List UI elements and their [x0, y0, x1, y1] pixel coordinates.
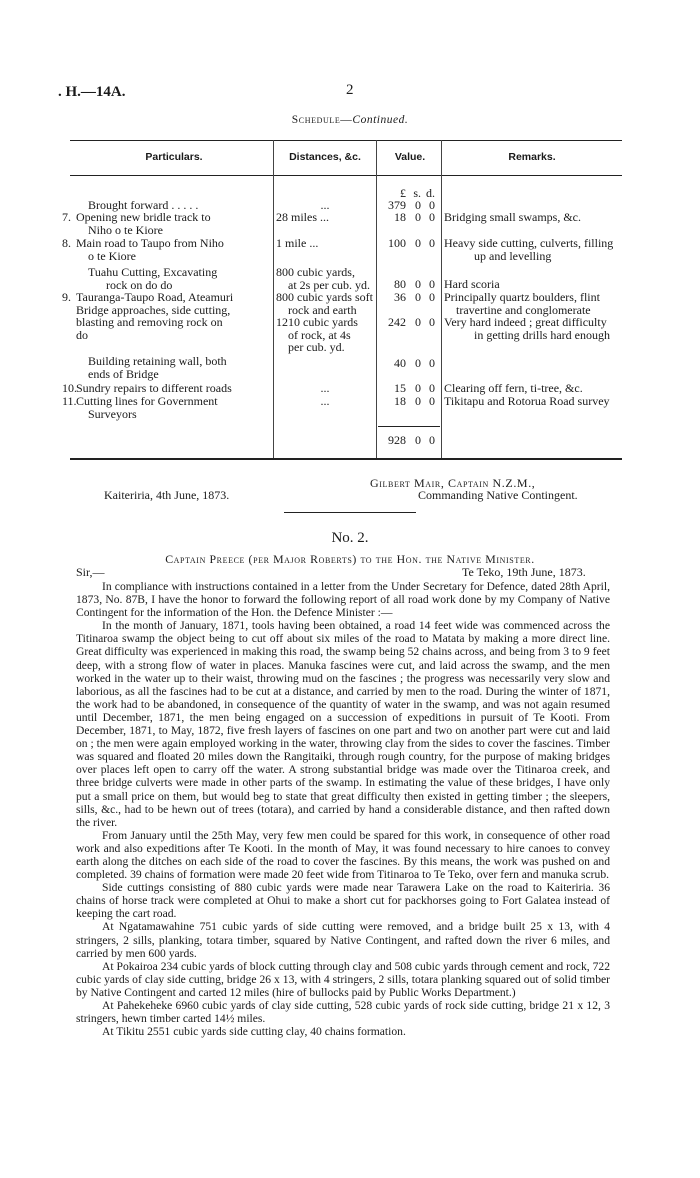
value-cell: 18 0 0: [394, 210, 435, 224]
distance-cell: 1 mile ...: [276, 236, 319, 250]
currency-units: £ s. d.: [400, 186, 435, 200]
table-row-9: 9. Tauranga-Taupo Road, Ateamuri Bridge approaches, side cutting, blasting and removing rock on do: [62, 290, 234, 342]
col-divider-2: [376, 140, 377, 458]
remarks-cell: Bridging small swamps, &c.: [444, 210, 581, 224]
distance-cell: 800 cubic yards, at 2s per cub. yd.: [276, 265, 370, 292]
col-header-remarks: Remarks.: [508, 151, 556, 163]
value-cell: 80 0 0: [394, 277, 435, 291]
col-header-particulars: Particulars.: [145, 151, 203, 163]
table-row-11: 11.Cutting lines for Government Surveyors: [62, 394, 218, 421]
salutation: Sir,—: [76, 565, 105, 579]
document-reference: . H.—14A.: [58, 84, 126, 100]
table-row-retaining-wall: Building retaining wall, both ends of Bridge: [88, 354, 227, 381]
value-cell: 40 0 0: [394, 356, 435, 370]
distance-cell: 800 cubic yards soft rock and earth 1210 cubic yards of rock, at 4s per cub. yd.: [276, 290, 373, 354]
value-cell: 36 0 0: [394, 290, 435, 304]
col-divider-1: [273, 140, 274, 458]
remarks-cell: Clearing off fern, ti-tree, &c.: [444, 381, 583, 395]
section-divider: [284, 512, 416, 513]
table-row-tuahu: Tuahu Cutting, Excavating rock on do do: [88, 265, 218, 292]
letter-body: [76, 580, 610, 1038]
distance-cell: ...: [320, 198, 330, 212]
table-row-8: 8. Main road to Taupo from Niho o te Kiore: [62, 236, 224, 263]
schedule-title: Schedule—Continued.: [291, 114, 409, 126]
table-row-brought-forward: Brought forward . . . . .: [88, 198, 199, 212]
value-cell: 242 0 0: [388, 315, 435, 329]
letter-number: No. 2.: [331, 530, 369, 546]
col-header-value: Value.: [394, 151, 426, 163]
remarks-cell: Principally quartz boulders, flint travertine and conglomerate: [444, 290, 600, 317]
distance-cell: ...: [320, 381, 330, 395]
letter-place-date: Te Teko, 19th June, 1873.: [462, 565, 586, 579]
col-header-distances: Distances, &c.: [289, 151, 361, 163]
signature-name: Gilbert Mair, Captain N.Z.M.,: [370, 476, 536, 490]
remarks-cell: Hard scoria: [444, 277, 500, 291]
total-value: 928 0 0: [388, 433, 435, 447]
table-row-10: 10.Sundry repairs to different roads: [62, 381, 232, 395]
distance-cell: 28 miles ...: [276, 210, 329, 224]
table-header-rule: [70, 175, 622, 176]
remarks-cell: Very hard indeed ; great difficulty in getting drills hard enough: [444, 315, 610, 342]
distance-cell: ...: [320, 394, 330, 408]
paragraph: At Pahekeheke 6960 cubic yards of clay side cutting, 528 cubic yards of rock side cutting, bridge 21 x 12, 3 stringers, hewn timber carted 14½ miles.: [76, 999, 610, 1026]
paragraph: At Tikitu 2551 cubic yards side cutting clay, 40 chains formation.: [102, 1025, 406, 1039]
paragraph: At Pokairoa 234 cubic yards of block cutting through clay and 508 cubic yards through cement and rock, 722 cubic yards of clay side cutting, bridge 26 x 13, with 4 stringers, 2 sills, totara planking squared out of solid timber by Native Contingent and carted 12 miles (hire of bullocks paid by Public Works Department.): [76, 959, 610, 999]
table-bottom-rule: [70, 458, 622, 460]
table-row-7: 7. Opening new bridle track to Niho o te Kiore: [62, 210, 211, 237]
signature-place-date: Kaiteriria, 4th June, 1873.: [104, 488, 230, 502]
table-top-rule: [70, 140, 622, 141]
value-cell: 15 0 0: [394, 381, 435, 395]
value-cell: 379 0 0: [388, 198, 435, 212]
page-number: 2: [346, 82, 354, 98]
signature-title: Commanding Native Contingent.: [418, 488, 578, 502]
value-cell: 100 0 0: [388, 236, 435, 250]
remarks-cell: Tikitapu and Rotorua Road survey: [444, 394, 610, 408]
total-rule: [378, 426, 440, 427]
paragraph: From January until the 25th May, very few men could be spared for this work, in consequence of other road work and also expeditions after Te Kooti. In the month of May, it was found necessary to hire canoes to convey earth along the ditches on each side of the road to cover the fascines. By this means, the work was pushed on and completed. 39 chains of formation were made 20 feet wide from Titinaroa to Te Teko, over fern and manuka scrub.: [76, 828, 610, 882]
letter-heading: Captain Preece (per Major Roberts) to the Hon. the Native Minister.: [165, 552, 535, 566]
remarks-cell: Heavy side cutting, culverts, filling up and levelling: [444, 236, 614, 263]
paragraph: Side cuttings consisting of 880 cubic yards were made near Tarawera Lake on the road to Kaiteriria. 36 chains of horse track were completed at Ohui to make a short cut for packhorses going to Fort Galatea instead of keeping the cart road.: [76, 881, 610, 921]
col-divider-3: [441, 140, 442, 458]
paragraph: In compliance with instructions contained in a letter from the Under Secretary for Defence, dated 28th April, 1873, No. 87B, I have the honor to forward the following report of all road work done by my Company of Native Contingent for the information of the Hon. the Defence Minister :—: [76, 580, 610, 620]
paragraph: At Ngatamawahine 751 cubic yards of side cutting were removed, and a bridge built 25 x 13, with 4 stringers, 2 sills, planking, totara timber, squared by Native Contingent, and rafted down the river 6 miles, and carried by men 600 yards.: [76, 920, 610, 960]
value-cell: 18 0 0: [394, 394, 435, 408]
paragraph: In the month of January, 1871, tools having been obtained, a road 14 feet wide was commenced across the Titinaroa swamp the object being to cut off about six miles of the road to Matata by making a more direct line. Great difficulty was experienced in making this road, the swamp being 52 chains across, and being from 3 to 9 feet deep, with a strong flow of water in places. Manuka fascines were cut, and laid across the swamp, and the men worked in the water up to their waist, throwing mud on the fascines ; the progress was necessarily very slow and laborious, as all the fascines had to be cut at a distance, and carried by men to the road. During the winter of 1871, the work had to be abandoned, in consequence of the quantity of water in the swamp, and was not again resumed until December, 1871, the men being engaged on a succession of expeditions in pursuit of Te Kooti. From December, 1871, to May, 1872, five fresh layers of fascines on one part and two on another part were cut and laid on ; the men were again employed working in the water, throwing clay from the sides to cover the fascines. Timber was squared and floated 20 miles down the Rangitaiki, through rough country, for the purpose of making bridges over places left open to carry off the water. A strong substantial bridge was made over the Titinaroa creek, and three bridge culverts were made in other parts of the swamp. In estimating the value of these bridges, I have only put a small price on them, but would beg to state that great difficulty then existed in getting timber ; the sleepers, sills, &c., had to be hewn out of trees (totara), and carried by hand a considerable distance, and then rafted down the river.: [76, 619, 610, 829]
